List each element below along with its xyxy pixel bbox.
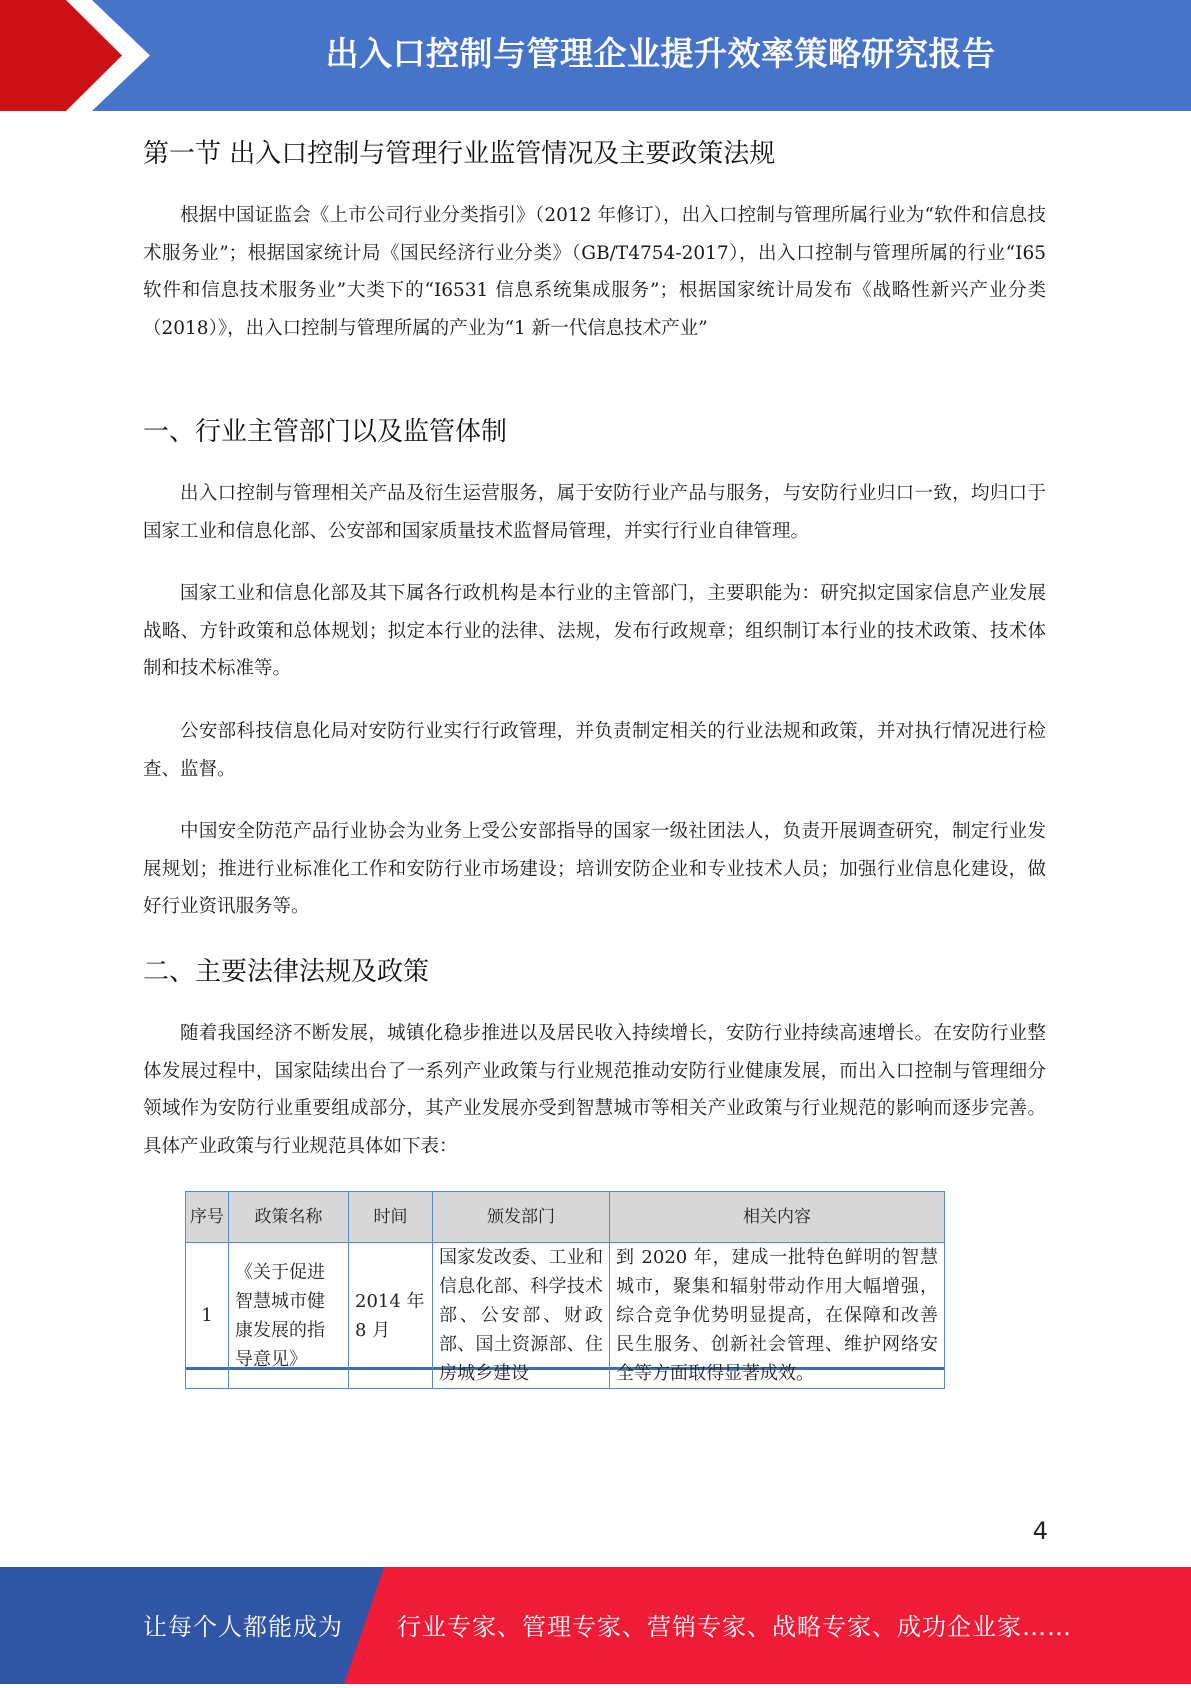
intro-paragraph: 根据中国证监会《上市公司行业分类指引》（2012 年修订），出入口控制与管理所属行业为“软件和信息技术服务业”；根据国家统计局《国民经济行业分类》（GB/T4754-2017），出入口控制与管理所属的行业“I65 软件和信息技术服务业”大类下的“I6531 信息系统集成服务”；根据国家统计局发布《战略性新兴产业分类（2018）》，出入口控制与管理所属的产业为“1 新一代信息技术产业” [143,205,1046,339]
col-header-no: 序号 [186,1192,229,1243]
table-header-row [186,1192,945,1243]
report-title: 出入口控制与管理企业提升效率策略研究报告 [325,34,996,73]
section-heading-2: 二、主要法律法规及政策 [143,957,430,987]
paragraph-5: 随着我国经济不断发展，城镇化稳步推进以及居民收入持续增长，安防行业持续高速增长。在安防行业整体发展过程中，国家陆续出台了一系列产业政策与行业规范推动安防行业健康发展，而出入口控制与管理细分领域作为安防行业重要组成部分，其产业发展亦受到智慧城市等相关产业政策与行业规范的影响而逐步完善。具体产业政策与行业规范具体如下表： [143,1023,1046,1157]
footer-slogan-left: 让每个人都能成为 [143,1613,343,1641]
table-row [186,1243,945,1389]
paragraph-4: 中国安全防范产品行业协会为业务上受公安部指导的国家一级社团法人，负责开展调查研究，制定行业发展规划；推进行业标准化工作和安防行业市场建设；培训安防企业和专业技术人员；加强行业信息化建设，做好行业资讯服务等。 [143,821,1046,917]
footer-banner [0,1567,1191,1684]
header-banner [0,0,1191,111]
footer-slogan-right: 行业专家、管理专家、营销专家、战略专家、成功企业家…… [397,1613,1072,1641]
col-header-name: 政策名称 [229,1192,349,1243]
cell-content: 到 2020 年，建成一批特色鲜明的智慧城市，聚集和辐射带动作用大幅增强，综合竞争优势明显提高，在保障和改善民生服务、创新社会管理、维护网络安全等方面取得显著成效。 [610,1243,945,1389]
section-heading-main: 第一节 出入口控制与管理行业监管情况及主要政策法规 [143,139,776,169]
section-heading-1: 一、行业主管部门以及监管体制 [143,417,508,447]
cell-policy-name: 《关于促进智慧城市健康发展的指导意见》 [229,1243,349,1389]
cell-department: 国家发改委、工业和信息化部、科学技术部、公安部、财政部、国土资源部、住房城乡建设 [433,1243,610,1389]
cell-time: 2014 年 8 月 [349,1243,433,1389]
paragraph-1: 出入口控制与管理相关产品及衍生运营服务，属于安防行业产品与服务，与安防行业归口一致，均归口于国家工业和信息化部、公安部和国家质量技术监督局管理，并实行行业自律管理。 [143,483,1046,542]
cell-no: 1 [186,1243,229,1389]
policy-table [185,1191,945,1389]
page-number: 4 [1032,1517,1048,1545]
paragraph-2: 国家工业和信息化部及其下属各行政机构是本行业的主管部门，主要职能为：研究拟定国家信息产业发展战略、方针政策和总体规划；拟定本行业的法律、法规，发布行政规章；组织制订本行业的技术政策、技术体制和技术标准等。 [143,583,1046,679]
policy-table-container [185,1191,944,1384]
header-arrow-decoration [0,0,150,111]
col-header-time: 时间 [349,1192,433,1243]
col-header-content: 相关内容 [610,1192,945,1243]
col-header-dept: 颁发部门 [433,1192,610,1243]
paragraph-3: 公安部科技信息化局对安防行业实行行政管理，并负责制定相关的行业法规和政策，并对执行情况进行检查、监督。 [143,721,1046,780]
